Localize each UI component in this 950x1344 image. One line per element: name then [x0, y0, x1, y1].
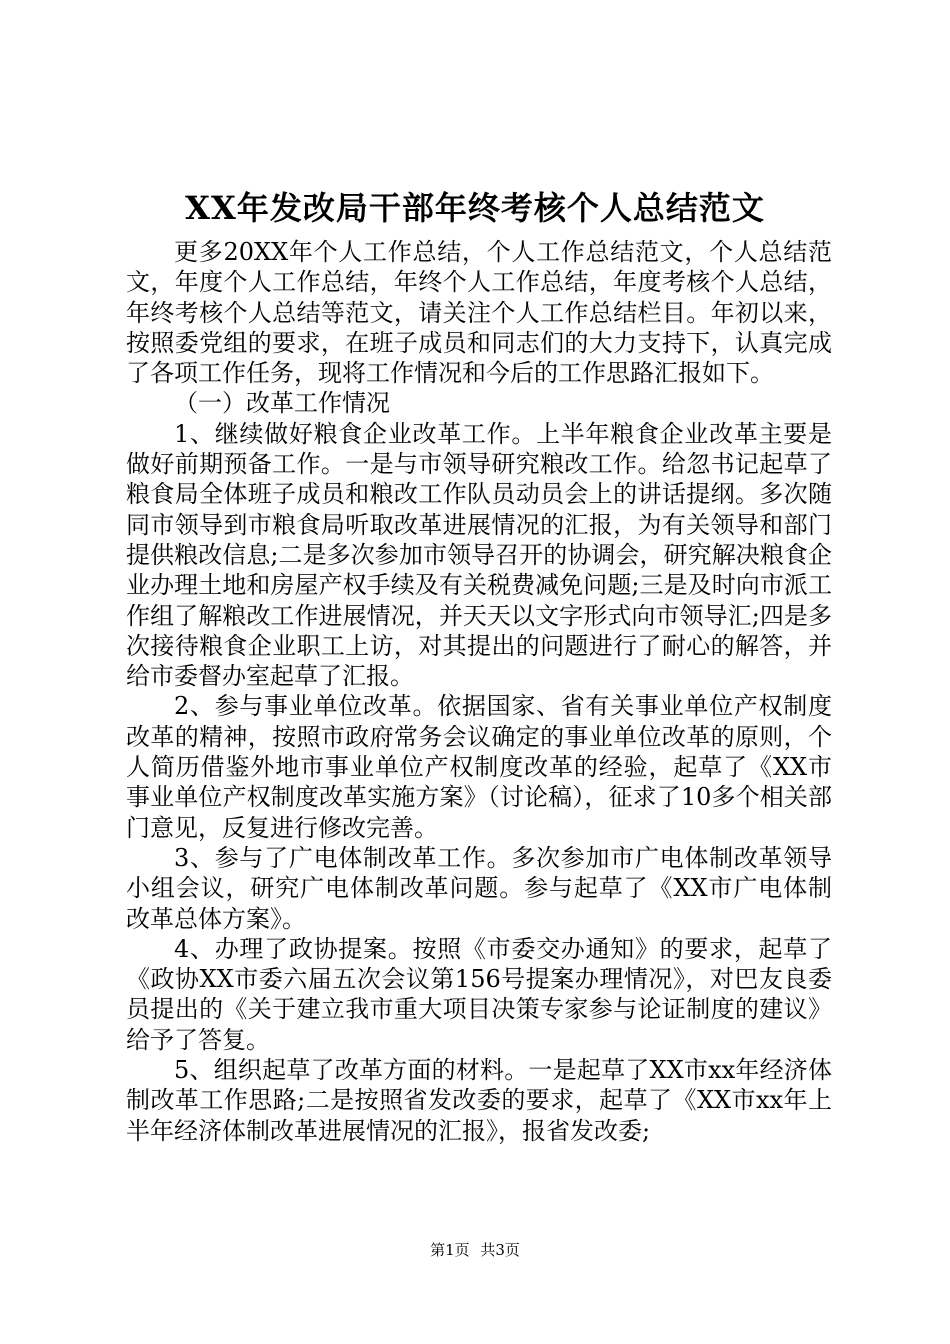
document-body: [126, 237, 832, 1146]
body-paragraph: 1、继续做好粮食企业改革工作。上半年粮食企业改革主要是做好前期预备工作。一是与市领导研究粮改工作。给忽书记起草了粮食局全体班子成员和粮改工作队员动员会上的讲话提纲。多次随同市领导到市粮食局听取改革进展情况的汇报，为有关领导和部门提供粮改信息;二是多次参加市领导召开的协调会，研究解决粮食企业办理土地和房屋产权手续及有关税费减免问题;三是及时向市派工作组了解粮改工作进展情况，并天天以文字形式向市领导汇;四是多次接待粮食企业职工上访，对其提出的问题进行了耐心的解答，并给市委督办室起草了汇报。: [126, 419, 832, 691]
page-footer: [0, 1239, 950, 1261]
body-paragraph: 5、组织起草了改革方面的材料。一是起草了XX市xx年经济体制改革工作思路;二是按照省发改委的要求，起草了《XX市xx年上半年经济体制改革进展情况的汇报》，报省发改委;: [126, 1056, 832, 1145]
body-paragraph: 3、参与了广电体制改革工作。多次参加市广电体制改革领导小组会议，研究广电体制改革问题。参与起草了《XX市广电体制改革总体方案》。: [126, 843, 832, 933]
intro-paragraph: 更多20XX年个人工作总结，个人工作总结范文，个人总结范文，年度个人工作总结，年终个人工作总结，年度考核个人总结，年终考核个人总结等范文，请关注个人工作总结栏目。年初以来，按照委党组的要求，在班子成员和同志们的大力支持下，认真完成了各项工作任务，现将工作情况和今后的工作思路汇报如下。: [126, 238, 832, 388]
document-title: XX年发改局干部年终考核个人总结范文: [185, 189, 765, 227]
section-heading: （一）改革工作情况: [174, 389, 390, 418]
page-total: 共3页: [480, 1241, 520, 1259]
page-number: 第1页: [430, 1241, 470, 1259]
body-paragraph: 2、参与事业单位改革。依据国家、省有关事业单位产权制度改革的精神，按照市政府常务会议确定的事业单位改革的原则，个人简历借鉴外地市事业单位产权制度改革的经验，起草了《XX市事业单位产权制度改革实施方案》（讨论稿），征求了10多个相关部门意见，反复进行修改完善。: [126, 692, 832, 842]
body-paragraph: 4、办理了政协提案。按照《市委交办通知》的要求，起草了《政协XX市委六届五次会议第156号提案办理情况》，对巴友良委员提出的《关于建立我市重大项目决策专家参与论证制度的建议》给予了答复。: [126, 934, 832, 1054]
